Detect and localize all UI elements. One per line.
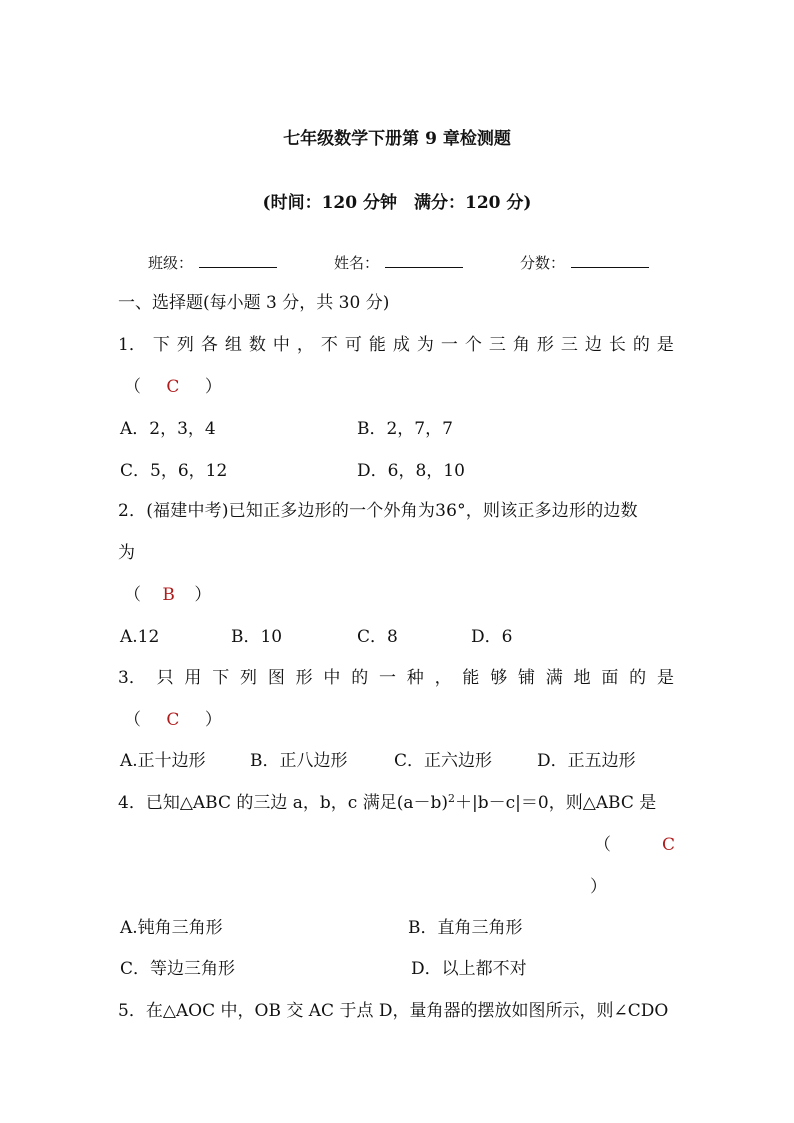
answer-mark: B [162,585,175,605]
stem-char: 是 [656,335,674,355]
stem-char: 中 [323,668,341,688]
paren-close: ） [204,710,222,730]
paren-open: （ [124,710,141,730]
stem-char: ， [296,335,314,355]
question-2-stem-cont: 为 [118,543,135,563]
option-c[interactable]: C．8 [357,627,398,647]
paren-close: ） [204,377,222,397]
stem-char: 角 [512,335,530,355]
stem-char: 一 [379,668,396,688]
question-4-answer-mark: C [662,835,676,855]
stem-char: 下 [212,668,230,688]
stem-char: 下 [152,335,170,355]
stem-char: 面 [601,668,619,688]
stem-char: 的 [629,668,647,688]
answer-mark: C [166,377,180,397]
stem-part-b: ＋|b－c|＝0，则△ABC 是 [455,793,657,813]
stem-char: 个 [464,335,482,355]
option-d[interactable]: D．6，8，10 [357,461,465,481]
stem-char: 形 [295,668,313,688]
stem-char: 列 [176,335,194,355]
question-2-stem: 2．(福建中考)已知正多边形的一个外角为36°，则该正多边形的边数 [118,501,638,521]
answer-mark: C [166,710,180,730]
option-d[interactable]: D．正五边形 [537,751,636,771]
stem-char: 的 [351,668,369,688]
stem-char: 为 [416,335,434,355]
stem-char: 地 [573,668,591,688]
paren-open: （ [124,585,141,605]
stem-char: 可 [344,335,362,355]
question-3-answer-line [124,712,222,729]
stem-char: 是 [656,668,674,688]
page-title: 七年级数学下册第 9 章检测题 [283,129,511,149]
stem-char: 用 [184,668,202,688]
option-a[interactable]: A.正十边形 [120,751,206,771]
question-3-stem [118,670,674,687]
question-2-answer-line [124,587,211,604]
page-subtitle: (时间：120 分钟 满分：120 分) [262,193,532,213]
paren-close: ） [194,585,212,605]
question-1-answer-line [124,379,222,396]
question-4-paren-close: ） [590,877,607,897]
score-label: 分数： [520,254,566,272]
stem-char: 形 [536,335,554,355]
exponent: 2 [448,792,456,805]
stem-char: 成 [392,335,410,355]
stem-char: 只 [156,668,174,688]
section-heading: 一、选择题(每小题 3 分，共 30 分) [118,293,390,313]
stem-char: 能 [368,335,386,355]
paren-open: （ [124,377,141,397]
name-field [334,256,463,271]
option-a[interactable]: A.钝角三角形 [120,918,223,938]
stem-char: 能 [462,668,480,688]
name-label: 姓名： [334,254,380,272]
option-b[interactable]: B．正八边形 [250,751,348,771]
option-d[interactable]: D．6 [471,627,513,647]
option-c[interactable]: C．等边三角形 [120,959,236,979]
stem-char: 3． [118,668,146,688]
stem-char: 列 [240,668,258,688]
stem-char: 一 [440,335,458,355]
stem-char: 边 [584,335,602,355]
stem-char: 种 [406,668,424,688]
option-a[interactable]: A．2，3，4 [120,419,216,439]
class-label: 班级： [148,254,194,272]
option-c[interactable]: C．5，6，12 [120,461,228,481]
stem-char: 三 [560,335,578,355]
stem-char: 的 [632,335,650,355]
option-b[interactable]: B．10 [231,627,283,647]
stem-char: 图 [267,668,285,688]
stem-char: 组 [224,335,242,355]
score-blank[interactable] [571,266,649,268]
stem-char: ， [434,668,452,688]
question-1-stem [118,337,674,354]
stem-char: 铺 [517,668,535,688]
option-c[interactable]: C．正六边形 [394,751,493,771]
stem-char: 数 [248,335,266,355]
stem-char: 不 [320,335,338,355]
question-4-paren-open: （ [594,835,611,855]
question-4-stem [118,792,657,813]
stem-part-a: 4．已知△ABC 的三边 a，b，c 满足(a－b) [118,793,449,813]
class-blank[interactable] [199,266,277,268]
option-a[interactable]: A.12 [120,627,160,647]
stem-char: 够 [490,668,508,688]
option-b[interactable]: B．直角三角形 [408,918,523,938]
stem-char: 中 [272,335,290,355]
stem-char: 长 [608,335,626,355]
question-5-stem: 5．在△AOC 中，OB 交 AC 于点 D，量角器的摆放如图所示，则∠CDO [118,1001,669,1021]
stem-char: 三 [488,335,506,355]
stem-char: 满 [545,668,563,688]
stem-char: 1． [118,335,146,355]
option-b[interactable]: B．2，7，7 [357,419,453,439]
option-d[interactable]: D．以上都不对 [411,959,527,979]
class-field [148,256,277,271]
stem-char: 各 [200,335,218,355]
name-blank[interactable] [385,266,463,268]
score-field [520,256,649,271]
